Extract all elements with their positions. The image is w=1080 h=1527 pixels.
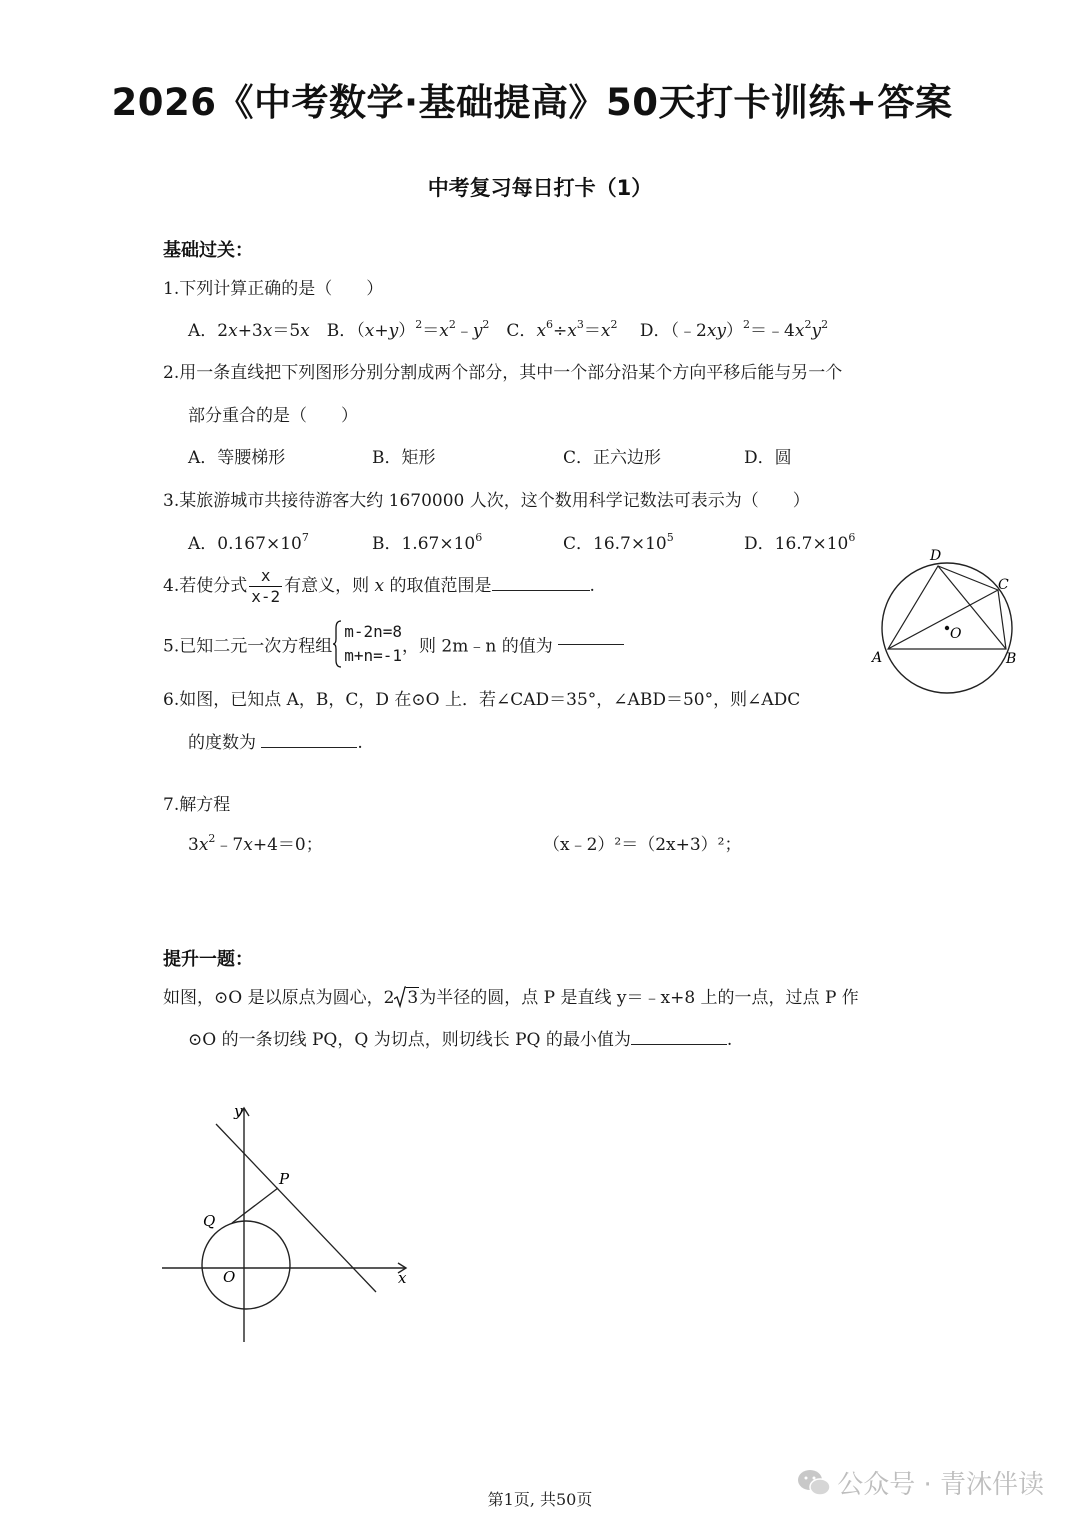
question-6-stem-cont: 的度数为 . xyxy=(188,733,363,753)
question-5-suffix: ，则 2m﹣n 的值为 xyxy=(402,636,553,657)
question-4: 4.若使分式 $\frac{x}{x-2}$ 有意义，则 x 的取值范围是 . xyxy=(163,566,595,606)
question-2-stem: 2.用一条直线把下列图形分别分割成两个部分，其中一个部分沿某个方向平移后能与另一个 xyxy=(163,363,843,383)
label-c: C xyxy=(998,577,1009,593)
question-3-option-b: B．$1.67\times 10^6$ xyxy=(372,531,483,554)
question-1-options: A．2x+3x＝5x B．$(x+y)^2=x^2﹣y^2$ C．$x^6\div x^3=x^2$ D．$(﹣2xy)^2=﹣4x^2y^2$ xyxy=(188,318,829,341)
tangent-pq xyxy=(232,1188,278,1223)
radicand: 3 xyxy=(407,988,419,1008)
section-extension: 提升一题： xyxy=(163,949,253,970)
label-x: x xyxy=(398,1269,407,1287)
sqrt-symbol xyxy=(394,986,419,1008)
question-4-text: 有意义，则 xyxy=(284,576,375,596)
label-y: y xyxy=(234,1102,243,1120)
fraction-denominator: x-2 xyxy=(251,587,281,606)
question-1-stem: 1.下列计算正确的是（ ） xyxy=(163,279,384,299)
radical-icon xyxy=(394,986,406,1008)
watermark xyxy=(797,1464,1044,1501)
equation-system xyxy=(332,620,402,668)
center-point xyxy=(945,626,949,630)
question-6-text: 的度数为 xyxy=(188,733,256,753)
question-3-stem: 3.某旅游城市共接待游客大约 1670000 人次，这个数用科学记数法可表示为（ ） xyxy=(163,491,810,511)
fraction-numerator: x xyxy=(249,566,282,587)
question-4-var: x xyxy=(374,576,385,596)
answer-blank[interactable] xyxy=(558,643,624,645)
brace-icon xyxy=(332,620,342,668)
question-6-stem: 6.如图，已知点 A，B，C，D 在⊙O 上．若∠CAD＝35°，∠ABD＝50°，则∠ADC xyxy=(163,690,801,710)
extension-line-1 xyxy=(163,983,859,1008)
extension-text-a: 如图，⊙O 是以原点为圆心，2 xyxy=(163,988,395,1008)
question-2-option-c: C．正六边形 xyxy=(563,448,662,468)
label-d: D xyxy=(930,548,942,564)
question-7-stem: 7.解方程 xyxy=(163,795,231,815)
equation-2: m+n=-1 xyxy=(344,646,403,665)
circle-quadrilateral-figure xyxy=(868,546,1028,696)
answer-blank[interactable] xyxy=(631,1043,727,1045)
extension-text-b: 为半径的圆，点 P 是直线 y＝﹣x+8 上的一点，过点 P 作 xyxy=(419,988,859,1008)
circle-o xyxy=(202,1221,290,1309)
section-basic: 基础过关： xyxy=(163,240,253,261)
question-3-option-d: D．$16.7\times 10^6$ xyxy=(744,531,856,554)
coordinate-figure xyxy=(160,1100,420,1345)
question-5-prefix: 5.已知二元一次方程组 xyxy=(163,636,333,657)
question-4-prefix: 4.若使分式 xyxy=(163,576,248,596)
question-5 xyxy=(163,620,624,668)
page-title: 2026《中考数学·基础提高》50天打卡训练+答案 xyxy=(111,81,953,124)
question-2-option-d: D．圆 xyxy=(744,448,792,468)
page-footer: 第1页, 共50页 xyxy=(487,1490,593,1509)
watermark-text: 公众号 · 青沐伴读 xyxy=(837,1470,1044,1500)
question-7-eq2: （x﹣2）²＝（2x+3）²； xyxy=(543,835,742,855)
answer-blank[interactable] xyxy=(261,746,357,748)
question-3-option-a: A．$0.167\times 10^7$ xyxy=(188,531,309,554)
label-o: O xyxy=(950,626,962,642)
diagonal-bd xyxy=(938,566,1006,649)
question-2-stem-cont: 部分重合的是（ ） xyxy=(188,406,358,426)
wechat-icon xyxy=(797,1469,831,1497)
extension-text-c: ⊙O 的一条切线 PQ，Q 为切点，则切线长 PQ 的最小值为 xyxy=(188,1030,631,1050)
equation-1: m-2n=8 xyxy=(344,622,403,641)
label-o: O xyxy=(223,1268,236,1286)
answer-blank[interactable] xyxy=(492,589,590,591)
question-4-text-2: 的取值范围是 xyxy=(384,576,492,596)
label-p: P xyxy=(279,1170,290,1188)
page-subtitle: 中考复习每日打卡（1） xyxy=(427,176,653,200)
question-2-option-a: A．等腰梯形 xyxy=(188,448,286,468)
extension-line-2: ⊙O 的一条切线 PQ，Q 为切点，则切线长 PQ 的最小值为 . xyxy=(188,1030,733,1050)
question-2-option-b: B．矩形 xyxy=(372,448,436,468)
label-a: A xyxy=(872,650,883,666)
label-b: B xyxy=(1006,651,1017,667)
question-7-eq1: $3x^2﹣7x+4=0$； xyxy=(188,832,323,855)
fraction xyxy=(249,566,282,607)
line-l xyxy=(216,1124,376,1292)
label-q: Q xyxy=(203,1212,216,1230)
question-3-option-c: C．$16.7\times 10^5$ xyxy=(563,531,674,554)
